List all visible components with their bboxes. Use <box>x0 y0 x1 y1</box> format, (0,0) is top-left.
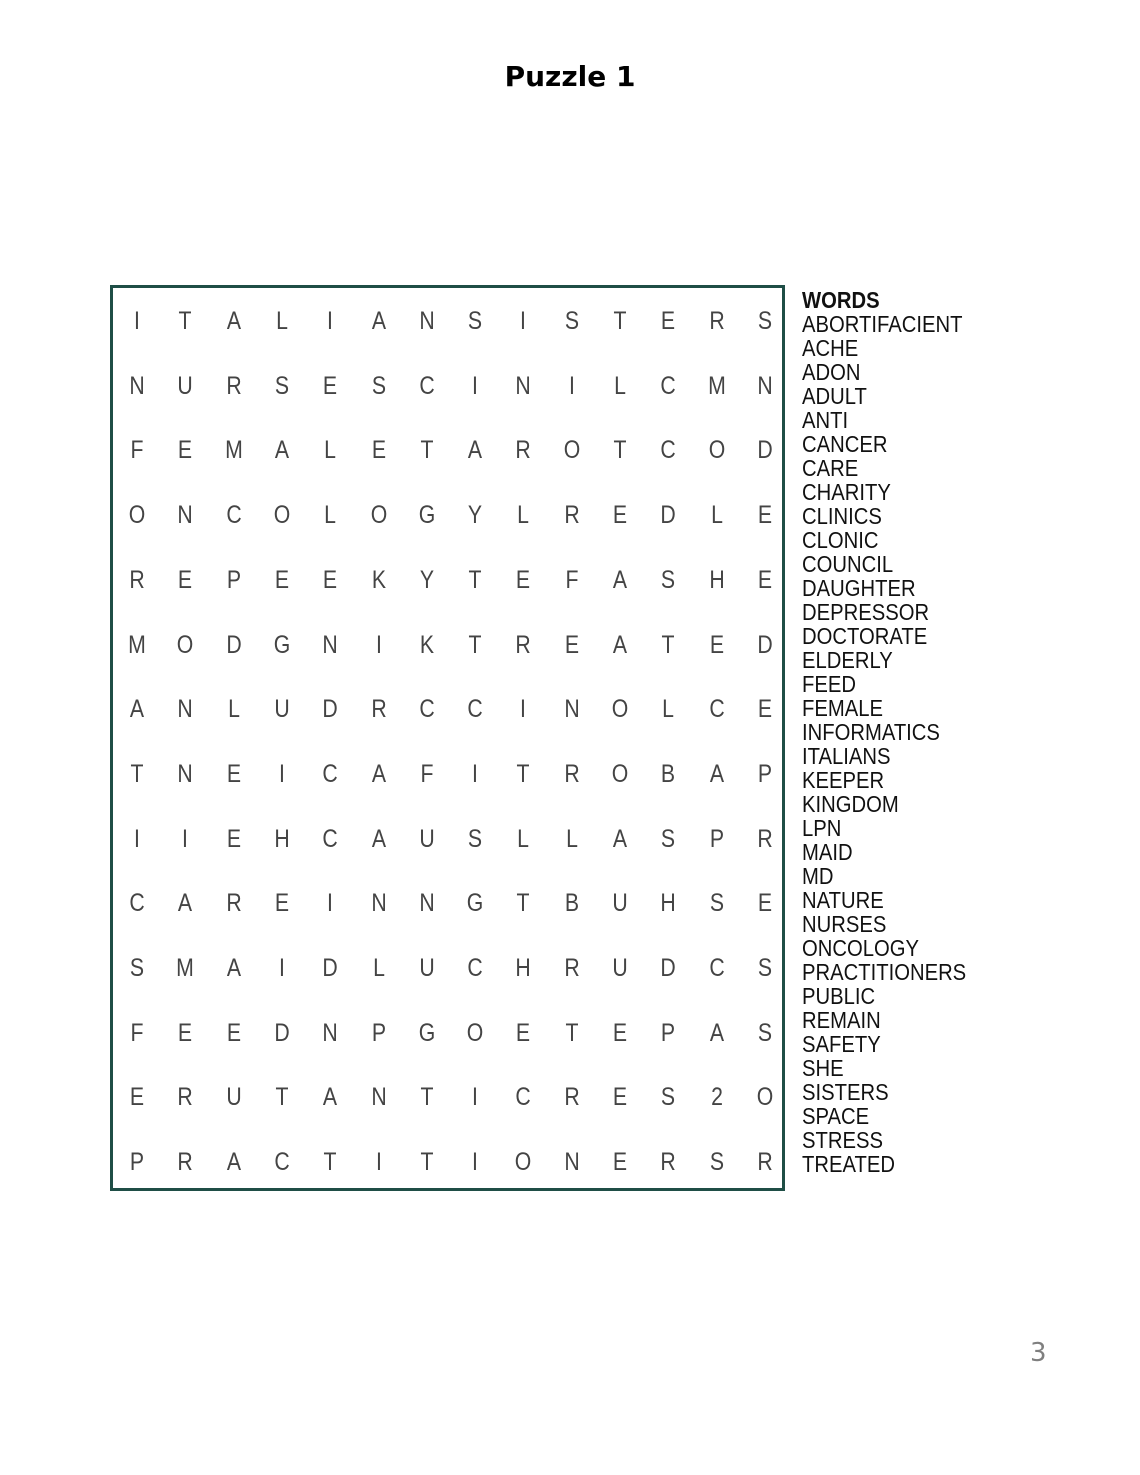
grid-letter[interactable]: R <box>370 695 387 724</box>
grid-letter[interactable]: I <box>327 889 334 918</box>
grid-letter[interactable]: S <box>468 307 483 335</box>
grid-letter[interactable]: P <box>371 1018 386 1047</box>
grid-letter[interactable]: A <box>371 759 386 788</box>
grid-letter[interactable]: T <box>323 1148 337 1177</box>
grid-letter[interactable]: T <box>275 1083 289 1112</box>
grid-letter[interactable]: I <box>472 1083 479 1112</box>
grid-letter[interactable]: E <box>564 630 579 659</box>
word-list-item: REMAIN <box>802 1007 881 1033</box>
grid-letter[interactable]: A <box>612 565 628 594</box>
grid-letter[interactable]: E <box>757 565 772 594</box>
page-number: 3 <box>1030 1338 1047 1368</box>
grid-letter[interactable]: E <box>612 1148 628 1177</box>
grid-letter[interactable]: C <box>660 436 676 465</box>
grid-letter[interactable]: A <box>371 824 386 853</box>
grid-letter[interactable]: N <box>564 1148 580 1177</box>
grid-letter[interactable]: E <box>661 307 676 335</box>
grid-letter[interactable]: C <box>660 371 676 400</box>
grid-letter[interactable]: R <box>757 824 773 853</box>
grid-letter[interactable]: F <box>420 759 434 788</box>
grid-letter[interactable]: T <box>468 630 482 659</box>
grid-letter[interactable]: R <box>515 630 532 659</box>
grid-letter[interactable]: E <box>226 824 241 853</box>
word-list-item: CLONIC <box>802 527 879 553</box>
word-list-item: CARE <box>802 455 859 481</box>
grid-letter[interactable]: O <box>273 501 291 530</box>
grid-letter[interactable]: D <box>322 954 338 982</box>
grid-letter[interactable]: N <box>757 371 773 400</box>
grid-letter[interactable]: U <box>274 695 290 724</box>
grid-letter[interactable]: T <box>516 889 530 918</box>
grid-letter[interactable]: O <box>708 436 725 465</box>
grid-letter[interactable]: S <box>709 889 724 918</box>
grid-letter[interactable]: L <box>517 501 530 530</box>
word-list-item: ACHE <box>802 335 859 361</box>
grid-letter[interactable]: D <box>322 695 338 724</box>
word-list-item: SHE <box>802 1055 844 1081</box>
grid-letter[interactable]: R <box>564 1083 580 1112</box>
grid-letter[interactable]: U <box>419 824 435 853</box>
grid-letter[interactable]: T <box>516 759 530 788</box>
word-list-item: ELDERLY <box>802 647 893 673</box>
grid-letter[interactable]: C <box>129 889 145 918</box>
grid-letter[interactable]: N <box>564 695 580 724</box>
grid-letter[interactable]: S <box>709 1148 724 1177</box>
grid-letter[interactable]: A <box>612 630 628 659</box>
grid-letter[interactable]: I <box>182 824 189 853</box>
grid-letter[interactable]: A <box>274 436 289 465</box>
grid-letter[interactable]: P <box>226 565 241 594</box>
grid-letter[interactable]: E <box>709 630 724 659</box>
grid-letter[interactable]: A <box>178 889 193 918</box>
grid-letter[interactable]: M <box>176 954 195 982</box>
grid-letter[interactable]: R <box>129 565 145 594</box>
grid-letter[interactable]: P <box>709 824 724 853</box>
word-list-item: CANCER <box>802 431 888 457</box>
grid-letter[interactable]: T <box>468 565 482 594</box>
grid-letter[interactable]: R <box>177 1083 193 1112</box>
grid-letter[interactable]: I <box>520 307 527 335</box>
grid-letter[interactable]: N <box>129 371 145 400</box>
grid-letter[interactable]: K <box>371 565 386 594</box>
letter-grid <box>113 288 782 1188</box>
grid-letter[interactable]: O <box>370 501 387 530</box>
grid-letter[interactable]: D <box>660 501 676 530</box>
grid-letter[interactable]: N <box>177 695 193 724</box>
grid-letter[interactable]: F <box>130 436 144 465</box>
grid-letter[interactable]: A <box>709 1018 724 1047</box>
grid-letter[interactable]: L <box>517 824 530 853</box>
grid-letter[interactable]: I <box>568 371 575 400</box>
grid-letter[interactable]: A <box>468 436 483 465</box>
grid-letter[interactable]: E <box>178 1018 193 1047</box>
grid-letter[interactable]: E <box>371 436 386 465</box>
grid-letter[interactable]: U <box>612 954 628 982</box>
grid-letter[interactable]: D <box>274 1018 290 1047</box>
grid-letter[interactable]: S <box>757 1018 772 1047</box>
grid-letter[interactable]: N <box>322 630 338 659</box>
grid-letter[interactable]: I <box>520 695 527 724</box>
grid-letter[interactable]: M <box>707 371 726 400</box>
grid-letter[interactable]: C <box>467 695 483 724</box>
grid-letter[interactable]: R <box>515 436 532 465</box>
grid-letter[interactable]: T <box>420 1083 434 1112</box>
grid-letter[interactable]: A <box>371 307 386 335</box>
grid-letter[interactable]: A <box>129 695 145 724</box>
grid-letter[interactable]: U <box>612 889 628 918</box>
grid-letter[interactable]: R <box>225 889 242 918</box>
word-list-item: MAID <box>802 839 853 865</box>
grid-letter[interactable]: N <box>177 501 193 530</box>
grid-letter[interactable]: C <box>467 954 483 982</box>
grid-letter[interactable]: I <box>472 1148 479 1177</box>
grid-letter[interactable]: I <box>278 759 285 788</box>
grid-letter[interactable]: T <box>420 1148 434 1177</box>
grid-letter[interactable]: A <box>323 1083 338 1112</box>
grid-letter[interactable]: U <box>177 371 193 400</box>
grid-letter[interactable]: R <box>564 954 580 982</box>
grid-letter[interactable]: U <box>225 1083 242 1112</box>
grid-letter[interactable]: C <box>419 695 435 724</box>
grid-letter[interactable]: N <box>370 889 387 918</box>
grid-letter[interactable]: M <box>224 436 243 465</box>
word-list-item: DOCTORATE <box>802 623 928 649</box>
word-search-grid <box>110 285 785 1191</box>
grid-letter[interactable]: N <box>370 1083 387 1112</box>
grid-letter[interactable]: L <box>227 695 240 724</box>
grid-letter[interactable]: D <box>757 436 773 465</box>
grid-letter[interactable]: L <box>614 371 626 400</box>
grid-letter[interactable]: S <box>129 954 145 982</box>
word-list-item: KEEPER <box>802 767 885 793</box>
grid-letter[interactable]: C <box>419 371 435 400</box>
grid-letter[interactable]: S <box>564 307 579 335</box>
grid-letter[interactable]: R <box>177 1148 193 1177</box>
grid-letter[interactable]: P <box>129 1148 145 1177</box>
grid-letter[interactable]: S <box>661 1083 676 1112</box>
grid-letter[interactable]: K <box>419 630 434 659</box>
word-list-item: NATURE <box>802 887 884 913</box>
grid-letter[interactable]: E <box>274 565 289 594</box>
grid-letter[interactable]: B <box>564 889 579 918</box>
word-list-item: FEED <box>802 671 856 697</box>
grid-letter[interactable]: E <box>516 1018 531 1047</box>
grid-letter[interactable]: I <box>327 307 334 335</box>
grid-letter[interactable]: E <box>274 889 289 918</box>
grid-letter[interactable]: O <box>128 501 146 530</box>
grid-letter[interactable]: H <box>274 824 290 853</box>
grid-letter[interactable]: D <box>757 630 773 659</box>
grid-letter[interactable]: S <box>371 371 386 400</box>
grid-letter[interactable]: Y <box>419 565 434 594</box>
grid-letter[interactable]: S <box>757 307 772 335</box>
grid-letter[interactable]: O <box>611 695 629 724</box>
grid-letter[interactable]: E <box>226 1018 241 1047</box>
grid-letter[interactable]: O <box>177 630 194 659</box>
grid-letter[interactable]: T <box>565 1018 579 1047</box>
grid-letter[interactable]: C <box>225 501 242 530</box>
word-list-item: LPN <box>802 815 842 841</box>
grid-letter[interactable]: E <box>757 889 772 918</box>
grid-letter[interactable]: L <box>324 501 337 530</box>
word-list-item: PRACTITIONERS <box>802 959 967 985</box>
grid-letter[interactable]: I <box>375 1148 382 1177</box>
grid-letter[interactable]: E <box>178 436 193 465</box>
grid-letter[interactable]: T <box>420 436 434 465</box>
grid-letter[interactable]: N <box>515 371 532 400</box>
grid-letter[interactable]: N <box>419 889 435 918</box>
word-list-item: DAUGHTER <box>802 575 916 601</box>
grid-letter[interactable]: S <box>468 824 483 853</box>
grid-letter[interactable]: D <box>660 954 676 982</box>
grid-letter[interactable]: L <box>662 695 675 724</box>
grid-letter[interactable]: L <box>565 824 578 853</box>
grid-letter[interactable]: O <box>466 1018 484 1047</box>
grid-letter[interactable]: I <box>278 954 285 982</box>
grid-letter[interactable]: M <box>128 630 146 659</box>
word-list-item: SAFETY <box>802 1031 881 1057</box>
grid-letter[interactable]: N <box>322 1018 338 1047</box>
grid-letter[interactable]: H <box>660 889 676 918</box>
grid-letter[interactable]: E <box>323 371 338 400</box>
grid-letter[interactable]: G <box>466 889 484 918</box>
grid-letter[interactable]: C <box>322 759 338 788</box>
word-list-item: PUBLIC <box>802 983 876 1009</box>
word-list-item: FEMALE <box>802 695 883 721</box>
word-list-header: WORDS <box>802 287 880 313</box>
grid-letter[interactable]: S <box>757 954 772 982</box>
grid-letter[interactable]: S <box>661 565 676 594</box>
grid-letter[interactable]: E <box>757 501 772 530</box>
grid-letter[interactable]: N <box>177 759 193 788</box>
page-title: Puzzle 1 <box>504 60 636 93</box>
grid-letter[interactable]: G <box>273 630 291 659</box>
grid-letter[interactable]: H <box>708 565 725 594</box>
grid-letter[interactable]: S <box>661 824 676 853</box>
grid-letter[interactable]: E <box>757 695 772 724</box>
grid-letter[interactable]: F <box>565 565 579 594</box>
grid-letter[interactable]: I <box>375 630 382 659</box>
grid-letter[interactable]: E <box>226 759 241 788</box>
grid-letter[interactable]: E <box>178 565 193 594</box>
word-list-item: ADON <box>802 359 861 385</box>
grid-letter[interactable]: A <box>226 307 241 335</box>
grid-letter[interactable]: R <box>660 1148 676 1177</box>
grid-letter[interactable]: R <box>225 371 242 400</box>
word-list-item: SPACE <box>802 1103 870 1129</box>
grid-letter[interactable]: O <box>756 1083 774 1112</box>
word-list-item: TREATED <box>802 1151 895 1177</box>
word-list-item: SISTERS <box>802 1079 889 1105</box>
word-list-item: ABORTIFACIENT <box>802 311 963 337</box>
word-list-item: KINGDOM <box>802 791 899 817</box>
grid-letter[interactable]: G <box>418 1018 436 1047</box>
grid-letter[interactable]: C <box>515 1083 532 1112</box>
grid-letter[interactable]: Y <box>468 501 483 530</box>
word-list-item: MD <box>802 863 834 889</box>
grid-letter[interactable]: C <box>708 695 725 724</box>
grid-letter[interactable]: R <box>757 1148 773 1177</box>
grid-letter[interactable]: P <box>661 1018 676 1047</box>
grid-letter[interactable]: U <box>419 954 435 982</box>
grid-letter[interactable]: L <box>324 436 337 465</box>
grid-letter[interactable]: T <box>613 307 627 335</box>
word-list-item: DEPRESSOR <box>802 599 930 625</box>
grid-letter[interactable]: T <box>613 436 627 465</box>
grid-letter[interactable]: O <box>515 1148 532 1177</box>
grid-letter[interactable]: E <box>516 565 531 594</box>
word-list-item: ANTI <box>802 407 849 433</box>
grid-letter[interactable]: C <box>708 954 725 982</box>
grid-letter[interactable]: E <box>323 565 338 594</box>
grid-letter[interactable]: F <box>130 1018 144 1047</box>
grid-letter[interactable]: I <box>472 759 479 788</box>
grid-letter[interactable]: A <box>709 759 724 788</box>
grid-letter[interactable]: C <box>274 1148 290 1177</box>
grid-letter[interactable]: D <box>225 630 242 659</box>
grid-letter[interactable]: E <box>129 1083 145 1112</box>
grid-letter[interactable]: T <box>130 759 144 788</box>
grid-letter[interactable]: P <box>757 759 772 788</box>
grid-letter[interactable]: L <box>710 501 723 530</box>
grid-letter[interactable]: A <box>226 1148 241 1177</box>
grid-letter[interactable]: I <box>134 307 140 335</box>
word-list <box>802 288 1062 1176</box>
word-list-item: INFORMATICS <box>802 719 940 745</box>
grid-letter[interactable]: T <box>178 307 192 335</box>
word-list-item: ITALIANS <box>802 743 891 769</box>
grid-letter[interactable]: E <box>612 1083 628 1112</box>
grid-letter[interactable]: E <box>612 501 628 530</box>
grid-letter[interactable]: T <box>661 630 675 659</box>
word-list-item: STRESS <box>802 1127 883 1153</box>
grid-letter[interactable]: O <box>563 436 580 465</box>
word-list-item: CLINICS <box>802 503 882 529</box>
grid-letter[interactable]: A <box>612 824 628 853</box>
grid-letter[interactable]: R <box>708 307 725 335</box>
word-list-item: NURSES <box>802 911 887 937</box>
grid-letter[interactable]: H <box>515 954 532 982</box>
grid-letter[interactable]: 2 <box>710 1083 723 1112</box>
grid-letter[interactable]: L <box>372 954 385 982</box>
grid-letter[interactable]: B <box>661 759 676 788</box>
grid-letter[interactable]: C <box>322 824 338 853</box>
grid-letter[interactable]: I <box>472 371 479 400</box>
word-list-item: CHARITY <box>802 479 891 505</box>
word-list-item: ONCOLOGY <box>802 935 919 961</box>
grid-letter[interactable]: R <box>564 501 580 530</box>
grid-letter[interactable]: S <box>274 371 289 400</box>
grid-letter[interactable]: E <box>612 1018 628 1047</box>
word-list-item: COUNCIL <box>802 551 894 577</box>
grid-letter[interactable]: L <box>275 307 288 335</box>
grid-letter[interactable]: A <box>226 954 241 982</box>
grid-letter[interactable]: O <box>611 759 629 788</box>
grid-letter[interactable]: G <box>418 501 436 530</box>
grid-letter[interactable]: N <box>419 307 435 335</box>
word-list-item: ADULT <box>802 383 867 409</box>
grid-letter[interactable]: I <box>134 824 140 853</box>
grid-letter[interactable]: R <box>564 759 580 788</box>
